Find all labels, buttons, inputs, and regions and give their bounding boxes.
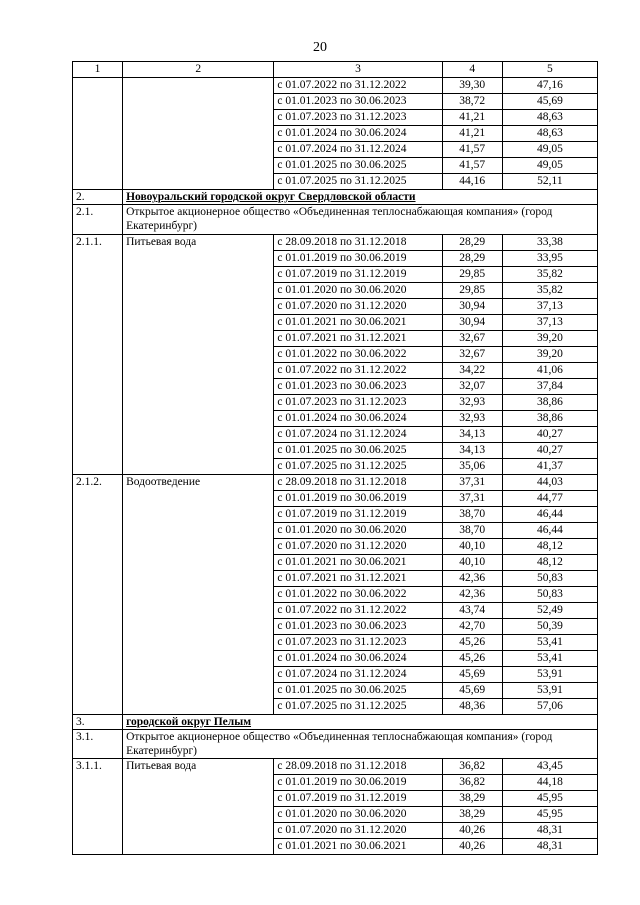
tariff-with-vat: 35,82 (502, 266, 597, 282)
tariff-without-vat: 36,82 (442, 759, 502, 775)
period-cell: с 01.07.2024 по 31.12.2024 (274, 666, 442, 682)
tariff-with-vat: 53,91 (502, 666, 597, 682)
period-cell: с 01.01.2021 по 30.06.2021 (274, 314, 442, 330)
period-cell: с 01.01.2020 по 30.06.2020 (274, 807, 442, 823)
section-title (123, 190, 598, 205)
tariff-without-vat: 43,74 (442, 602, 502, 618)
tariff-with-vat: 39,20 (502, 346, 597, 362)
tariff-with-vat: 45,69 (502, 94, 597, 110)
tariff-without-vat: 35,06 (442, 458, 502, 474)
period-cell: с 01.07.2023 по 31.12.2023 (274, 110, 442, 126)
tariff-without-vat: 38,72 (442, 94, 502, 110)
period-cell: с 01.07.2022 по 31.12.2022 (274, 362, 442, 378)
tariff-with-vat: 48,63 (502, 110, 597, 126)
organization-row (73, 205, 598, 234)
tariff-with-vat: 53,41 (502, 650, 597, 666)
tariff-table (72, 61, 598, 855)
service-name: Водоотведение (123, 474, 274, 714)
tariff-without-vat: 45,69 (442, 682, 502, 698)
header-cell: 2 (123, 62, 274, 78)
section-number: 2. (73, 190, 123, 205)
period-cell: с 01.07.2023 по 31.12.2023 (274, 394, 442, 410)
tariff-with-vat: 37,13 (502, 298, 597, 314)
period-cell: с 01.01.2022 по 30.06.2022 (274, 586, 442, 602)
tariff-without-vat: 32,93 (442, 394, 502, 410)
tariff-without-vat: 36,82 (442, 775, 502, 791)
table-row (73, 234, 598, 250)
tariff-without-vat: 41,57 (442, 142, 502, 158)
section-title-text: Новоуральский городской округ Свердловской области (126, 191, 416, 203)
header-cell: 1 (73, 62, 123, 78)
period-cell: с 01.07.2022 по 31.12.2022 (274, 602, 442, 618)
item-number: 2.1.1. (73, 234, 123, 474)
period-cell: с 01.01.2019 по 30.06.2019 (274, 250, 442, 266)
period-cell: с 01.01.2025 по 30.06.2025 (274, 158, 442, 174)
item-number: 3.1.1. (73, 759, 123, 855)
period-cell: с 01.07.2025 по 31.12.2025 (274, 174, 442, 190)
item-number: 2.1.2. (73, 474, 123, 714)
tariff-with-vat: 44,77 (502, 490, 597, 506)
tariff-without-vat: 29,85 (442, 282, 502, 298)
organization-name (123, 205, 598, 234)
tariff-without-vat: 28,29 (442, 250, 502, 266)
period-cell: с 01.07.2020 по 31.12.2020 (274, 538, 442, 554)
tariff-without-vat: 37,31 (442, 474, 502, 490)
period-cell: с 01.07.2020 по 31.12.2020 (274, 298, 442, 314)
tariff-without-vat: 41,21 (442, 110, 502, 126)
tariff-without-vat: 42,36 (442, 570, 502, 586)
tariff-with-vat: 44,03 (502, 474, 597, 490)
organization-name-text: Открытое акционерное общество «Объединенная теплоснабжающая компания» (город Екатеринбург) (126, 206, 553, 233)
tariff-without-vat: 32,93 (442, 410, 502, 426)
tariff-with-vat: 50,83 (502, 570, 597, 586)
tariff-with-vat: 48,12 (502, 538, 597, 554)
header-cell: 5 (502, 62, 597, 78)
tariff-with-vat: 41,37 (502, 458, 597, 474)
tariff-without-vat: 42,36 (442, 586, 502, 602)
header-cell: 3 (274, 62, 442, 78)
period-cell: с 01.01.2024 по 30.06.2024 (274, 650, 442, 666)
tariff-with-vat: 38,86 (502, 410, 597, 426)
tariff-with-vat: 52,49 (502, 602, 597, 618)
tariff-with-vat: 39,20 (502, 330, 597, 346)
period-cell: с 01.01.2021 по 30.06.2021 (274, 554, 442, 570)
tariff-without-vat: 34,13 (442, 442, 502, 458)
page-number: 20 (313, 40, 327, 55)
period-cell: с 01.07.2025 по 31.12.2025 (274, 698, 442, 714)
tariff-without-vat: 38,29 (442, 791, 502, 807)
period-cell: с 28.09.2018 по 31.12.2018 (274, 474, 442, 490)
tariff-with-vat: 47,16 (502, 78, 597, 94)
tariff-with-vat: 50,83 (502, 586, 597, 602)
tariff-without-vat: 32,67 (442, 330, 502, 346)
tariff-with-vat: 40,27 (502, 426, 597, 442)
tariff-with-vat: 45,95 (502, 807, 597, 823)
organization-number: 3.1. (73, 729, 123, 758)
period-cell: с 01.07.2021 по 31.12.2021 (274, 330, 442, 346)
period-cell: с 01.01.2023 по 30.06.2023 (274, 618, 442, 634)
header-row (73, 62, 598, 78)
item-number (73, 78, 123, 190)
period-cell: с 01.07.2019 по 31.12.2019 (274, 266, 442, 282)
period-cell: с 01.07.2025 по 31.12.2025 (274, 458, 442, 474)
tariff-without-vat: 42,70 (442, 618, 502, 634)
tariff-with-vat: 48,31 (502, 823, 597, 839)
tariff-with-vat: 48,31 (502, 839, 597, 855)
tariff-without-vat: 40,26 (442, 839, 502, 855)
tariff-without-vat: 45,26 (442, 650, 502, 666)
tariff-without-vat: 32,67 (442, 346, 502, 362)
period-cell: с 01.07.2019 по 31.12.2019 (274, 506, 442, 522)
period-cell: с 01.01.2024 по 30.06.2024 (274, 410, 442, 426)
period-cell: с 01.01.2022 по 30.06.2022 (274, 346, 442, 362)
tariff-without-vat: 34,22 (442, 362, 502, 378)
tariff-with-vat: 40,27 (502, 442, 597, 458)
period-cell: с 01.01.2020 по 30.06.2020 (274, 522, 442, 538)
period-cell: с 28.09.2018 по 31.12.2018 (274, 759, 442, 775)
organization-name-text: Открытое акционерное общество «Объединенная теплоснабжающая компания» (город Екатеринбург) (126, 730, 553, 758)
period-cell: с 01.01.2024 по 30.06.2024 (274, 126, 442, 142)
tariff-without-vat: 38,70 (442, 522, 502, 538)
tariff-with-vat: 53,91 (502, 682, 597, 698)
tariff-without-vat: 38,70 (442, 506, 502, 522)
tariff-without-vat: 30,94 (442, 314, 502, 330)
period-cell: с 01.07.2022 по 31.12.2022 (274, 78, 442, 94)
tariff-without-vat: 37,31 (442, 490, 502, 506)
period-cell: с 28.09.2018 по 31.12.2018 (274, 234, 442, 250)
tariff-with-vat: 48,63 (502, 126, 597, 142)
organization-number: 2.1. (73, 205, 123, 234)
period-cell: с 01.01.2023 по 30.06.2023 (274, 378, 442, 394)
tariff-with-vat: 53,41 (502, 634, 597, 650)
tariff-with-vat: 43,45 (502, 759, 597, 775)
tariff-without-vat: 30,94 (442, 298, 502, 314)
tariff-table-body (73, 62, 598, 855)
tariff-without-vat: 41,21 (442, 126, 502, 142)
tariff-with-vat: 52,11 (502, 174, 597, 190)
tariff-with-vat: 41,06 (502, 362, 597, 378)
tariff-without-vat: 41,57 (442, 158, 502, 174)
tariff-without-vat: 45,69 (442, 666, 502, 682)
tariff-with-vat: 46,44 (502, 506, 597, 522)
tariff-with-vat: 46,44 (502, 522, 597, 538)
period-cell: с 01.01.2019 по 30.06.2019 (274, 490, 442, 506)
service-name (123, 78, 274, 190)
section-title (123, 714, 598, 729)
tariff-without-vat: 28,29 (442, 234, 502, 250)
tariff-with-vat: 44,18 (502, 775, 597, 791)
period-cell: с 01.07.2019 по 31.12.2019 (274, 791, 442, 807)
tariff-without-vat: 44,16 (442, 174, 502, 190)
section-row (73, 714, 598, 729)
tariff-without-vat: 34,13 (442, 426, 502, 442)
tariff-with-vat: 57,06 (502, 698, 597, 714)
section-number: 3. (73, 714, 123, 729)
service-name: Питьевая вода (123, 759, 274, 855)
tariff-with-vat: 37,84 (502, 378, 597, 394)
header-cell: 4 (442, 62, 502, 78)
tariff-with-vat: 49,05 (502, 158, 597, 174)
tariff-with-vat: 50,39 (502, 618, 597, 634)
tariff-with-vat: 38,86 (502, 394, 597, 410)
period-cell: с 01.07.2024 по 31.12.2024 (274, 426, 442, 442)
tariff-without-vat: 45,26 (442, 634, 502, 650)
organization-row (73, 729, 598, 758)
period-cell: с 01.01.2021 по 30.06.2021 (274, 839, 442, 855)
tariff-with-vat: 37,13 (502, 314, 597, 330)
tariff-with-vat: 33,95 (502, 250, 597, 266)
organization-name (123, 729, 598, 758)
section-row (73, 190, 598, 205)
tariff-without-vat: 32,07 (442, 378, 502, 394)
tariff-without-vat: 40,10 (442, 538, 502, 554)
tariff-with-vat: 45,95 (502, 791, 597, 807)
table-row (73, 474, 598, 490)
period-cell: с 01.01.2025 по 30.06.2025 (274, 682, 442, 698)
service-name: Питьевая вода (123, 234, 274, 474)
period-cell: с 01.01.2019 по 30.06.2019 (274, 775, 442, 791)
period-cell: с 01.07.2021 по 31.12.2021 (274, 570, 442, 586)
tariff-with-vat: 49,05 (502, 142, 597, 158)
tariff-without-vat: 39,30 (442, 78, 502, 94)
period-cell: с 01.07.2023 по 31.12.2023 (274, 634, 442, 650)
tariff-without-vat: 40,10 (442, 554, 502, 570)
tariff-without-vat: 48,36 (442, 698, 502, 714)
period-cell: с 01.01.2025 по 30.06.2025 (274, 442, 442, 458)
tariff-with-vat: 35,82 (502, 282, 597, 298)
tariff-without-vat: 38,29 (442, 807, 502, 823)
period-cell: с 01.01.2020 по 30.06.2020 (274, 282, 442, 298)
section-title-text: городской округ Пелым (126, 715, 252, 728)
period-cell: с 01.07.2024 по 31.12.2024 (274, 142, 442, 158)
tariff-with-vat: 48,12 (502, 554, 597, 570)
tariff-without-vat: 29,85 (442, 266, 502, 282)
table-row (73, 759, 598, 775)
table-row (73, 78, 598, 94)
tariff-without-vat: 40,26 (442, 823, 502, 839)
period-cell: с 01.01.2023 по 30.06.2023 (274, 94, 442, 110)
tariff-with-vat: 33,38 (502, 234, 597, 250)
period-cell: с 01.07.2020 по 31.12.2020 (274, 823, 442, 839)
